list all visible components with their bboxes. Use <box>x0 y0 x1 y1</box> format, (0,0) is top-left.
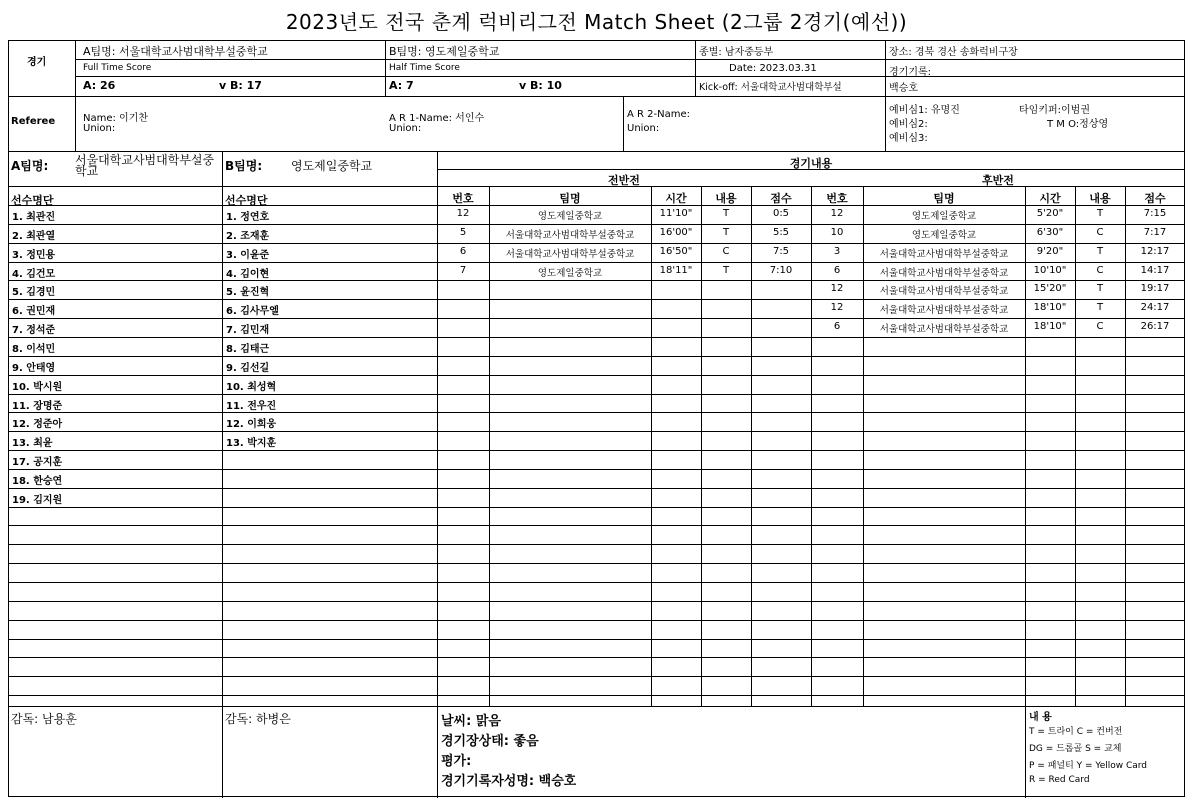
referee-label: Referee <box>11 116 56 127</box>
roster-b-player: 10. 최성혁 <box>226 381 277 393</box>
second-half-col-header: 번호 <box>826 192 848 205</box>
field-condition: 경기장상태: 좋음 <box>441 734 539 749</box>
second-half-score: 19:17 <box>1140 283 1170 295</box>
roster-a-player: 5. 김경민 <box>12 287 56 299</box>
first-half-time: 18'11" <box>659 264 693 276</box>
second-half-col-header: 시간 <box>1039 192 1061 205</box>
roster-a-player: 10. 박시원 <box>12 381 63 393</box>
first-half-col-header: 점수 <box>770 192 792 205</box>
ar2-name: A R 2-Name: <box>627 109 690 120</box>
second-half-number: 12 <box>830 208 844 219</box>
first-half-number: 5 <box>459 226 467 238</box>
ar1-union: Union: <box>389 123 422 134</box>
second-half-score: 7:17 <box>1143 226 1167 238</box>
second-half-content: T <box>1096 302 1104 314</box>
second-half-time: 5'20" <box>1036 208 1064 219</box>
roster-a-player: 12. 정준아 <box>12 419 63 431</box>
match-label: 경기 <box>27 57 47 68</box>
first-half-col-header: 시간 <box>665 192 687 205</box>
roster-a-player: 2. 최관열 <box>12 230 56 242</box>
second-half-team: 서울대학교사범대학부설중학교 <box>879 267 1009 279</box>
second-half-time: 18'10" <box>1033 302 1067 314</box>
legend-try-conversion: T = 트라이 C = 컨버전 <box>1029 727 1123 737</box>
ht-score-a: A: 7 <box>389 79 414 92</box>
roster-b-player: 3. 이윤준 <box>226 249 270 261</box>
category: 종별: 남자중등부 <box>699 47 774 58</box>
first-half-time: 16'00" <box>659 226 693 238</box>
ar1-name: A R 1-Name: 서인수 <box>389 113 485 124</box>
ht-score-b: v B: 10 <box>519 79 562 92</box>
second-half-team: 영도제일중학교 <box>911 229 977 241</box>
coach-a: 감독: 남용훈 <box>11 712 77 726</box>
second-half-number: 10 <box>830 226 844 238</box>
weather: 날씨: 맑음 <box>441 714 501 729</box>
roster-b-player: 7. 김민재 <box>226 325 270 337</box>
second-half-score: 26:17 <box>1140 321 1170 333</box>
legend-dropgoal-sub: DG = 드롭골 S = 교체 <box>1029 744 1122 754</box>
team-b-fullname: 영도제일중학교 <box>291 159 373 173</box>
second-half-time: 6'30" <box>1036 226 1064 238</box>
game-content-label: 경기내용 <box>789 157 833 170</box>
tmo: T M O:정상영 <box>1047 119 1109 130</box>
kickoff: Kick-off: 서울대학교사범대학부설 <box>699 82 842 93</box>
roster-header-a: 선수명단 <box>11 194 54 207</box>
second-half-content: T <box>1096 208 1104 219</box>
second-half-content: T <box>1096 283 1104 295</box>
roster-header-b: 선수명단 <box>225 194 268 207</box>
recorder: 백승호 <box>889 83 918 94</box>
second-half-col-header: 팀명 <box>933 192 955 205</box>
second-half-number: 6 <box>833 264 841 276</box>
roster-a-player: 3. 정민용 <box>12 249 56 261</box>
roster-a-player: 18. 한승연 <box>12 475 63 487</box>
team-b-label: B팀명: <box>225 159 263 173</box>
second-half-score: 24:17 <box>1140 302 1170 314</box>
recorder-sign: 경기기록자성명: 백승호 <box>441 774 577 789</box>
first-half-team: 서울대학교사범대학부설중학교 <box>505 229 635 241</box>
full-time-label: Full Time Score <box>83 63 152 73</box>
first-half-score: 7:10 <box>769 264 793 276</box>
ft-score-a: A: 26 <box>83 79 116 92</box>
second-half-col-header: 내용 <box>1089 192 1111 205</box>
roster-a-player: 17. 공지훈 <box>12 457 63 469</box>
roster-a-player: 11. 장명준 <box>12 400 63 412</box>
second-half-score: 7:15 <box>1143 208 1167 219</box>
roster-a-player: 7. 정석준 <box>12 325 56 337</box>
second-half-content: C <box>1096 226 1104 238</box>
first-half-content: T <box>722 264 730 276</box>
second-half-number: 12 <box>830 302 844 314</box>
roster-a-player: 13. 최윤 <box>12 438 53 450</box>
coach-b: 감독: 하병은 <box>225 712 291 726</box>
first-half-team: 영도제일중학교 <box>537 267 603 279</box>
roster-b-player: 8. 김태근 <box>226 343 270 355</box>
match-sheet <box>8 40 1185 797</box>
roster-a-player: 6. 권민재 <box>12 306 56 318</box>
roster-b-player: 9. 김선길 <box>226 362 270 374</box>
first-half-team: 영도제일중학교 <box>537 211 603 222</box>
roster-a-player: 1. 최관진 <box>12 212 56 223</box>
roster-b-player: 11. 전우진 <box>226 400 277 412</box>
first-half-number: 12 <box>456 208 470 219</box>
second-half-time: 18'10" <box>1033 321 1067 333</box>
referee-name: Name: 이기찬 <box>83 113 149 124</box>
reserve-3: 예비심3: <box>889 133 928 144</box>
roster-a-player: 4. 김건모 <box>12 268 56 280</box>
second-half-number: 12 <box>830 283 844 295</box>
team-a-fullname: 서울대학교사범대학부설중학교 <box>75 153 215 178</box>
second-half-score: 14:17 <box>1140 264 1170 276</box>
first-half-col-header: 번호 <box>452 192 474 205</box>
second-half-team: 서울대학교사범대학부설중학교 <box>879 324 1009 336</box>
roster-b-player: 4. 김이현 <box>226 268 270 280</box>
roster-b-player: 6. 김사무엘 <box>226 306 279 318</box>
page-title: 2023년도 전국 춘계 럭비리그전 Match Sheet (2그룹 2경기(예선)) <box>285 10 908 34</box>
first-half-col-header: 팀명 <box>559 192 581 205</box>
roster-a-player: 9. 안태영 <box>12 362 56 374</box>
first-half-number: 6 <box>459 245 467 257</box>
legend-title: 내 용 <box>1029 712 1052 723</box>
second-half-score: 12:17 <box>1140 245 1170 257</box>
roster-b-player: 12. 이희웅 <box>226 419 277 431</box>
second-half-team: 영도제일중학교 <box>911 211 977 222</box>
first-half-time: 11'10" <box>659 208 693 219</box>
roster-b-player: 2. 조재훈 <box>226 230 270 242</box>
legend-red: R = Red Card <box>1029 775 1090 785</box>
second-half-number: 6 <box>833 321 841 333</box>
first-half-content: C <box>722 245 730 257</box>
first-half-number: 7 <box>459 264 467 276</box>
reserve-1: 예비심1: 유명진 <box>889 105 960 116</box>
roster-a-player: 8. 이석민 <box>12 343 56 355</box>
team-a-name: A팀명: 서울대학교사범대학부설중학교 <box>83 45 268 58</box>
second-half-time: 15'20" <box>1033 283 1067 295</box>
roster-b-player: 5. 윤진혁 <box>226 287 270 299</box>
reserve-2: 예비심2: <box>889 119 928 130</box>
first-half-content: T <box>722 226 730 238</box>
first-half-col-header: 내용 <box>715 192 737 205</box>
second-half-label: 후반전 <box>982 174 1014 187</box>
second-half-time: 10'10" <box>1033 264 1067 276</box>
first-half-team: 서울대학교사범대학부설중학교 <box>505 248 635 260</box>
second-half-team: 서울대학교사범대학부설중학교 <box>879 305 1009 317</box>
ft-score-b: v B: 17 <box>219 79 262 92</box>
roster-b-player: 13. 박지훈 <box>226 438 277 450</box>
first-half-score: 5:5 <box>772 226 790 238</box>
second-half-content: T <box>1096 245 1104 257</box>
half-time-label: Half Time Score <box>389 63 460 73</box>
second-half-content: C <box>1096 264 1104 276</box>
record-label: 경기기록: <box>889 67 932 78</box>
first-half-label: 전반전 <box>608 174 640 187</box>
second-half-col-header: 점수 <box>1144 192 1166 205</box>
second-half-content: C <box>1096 321 1104 333</box>
second-half-team: 서울대학교사범대학부설중학교 <box>879 286 1009 298</box>
first-half-score: 0:5 <box>772 208 790 219</box>
second-half-team: 서울대학교사범대학부설중학교 <box>879 248 1009 260</box>
ar2-union: Union: <box>627 123 660 134</box>
timekeeper: 타임키퍼:이범권 <box>1019 105 1090 116</box>
match-date: Date: 2023.03.31 <box>729 63 817 74</box>
roster-b-player: 1. 정연호 <box>226 212 270 223</box>
venue: 장소: 경북 경산 송화럭비구장 <box>889 47 1018 58</box>
roster-a-player: 19. 김지원 <box>12 494 63 506</box>
team-a-label: A팀명: <box>11 159 49 173</box>
referee-union: Union: <box>83 123 116 134</box>
first-half-content: T <box>722 208 730 219</box>
first-half-score: 7:5 <box>772 245 790 257</box>
second-half-number: 3 <box>833 245 841 257</box>
legend-penalty-yellow: P = 패널티 Y = Yellow Card <box>1029 761 1148 771</box>
first-half-time: 16'50" <box>659 245 693 257</box>
evaluation: 평가: <box>441 754 472 769</box>
second-half-time: 9'20" <box>1036 245 1064 257</box>
team-b-name: B팀명: 영도제일중학교 <box>389 45 500 58</box>
